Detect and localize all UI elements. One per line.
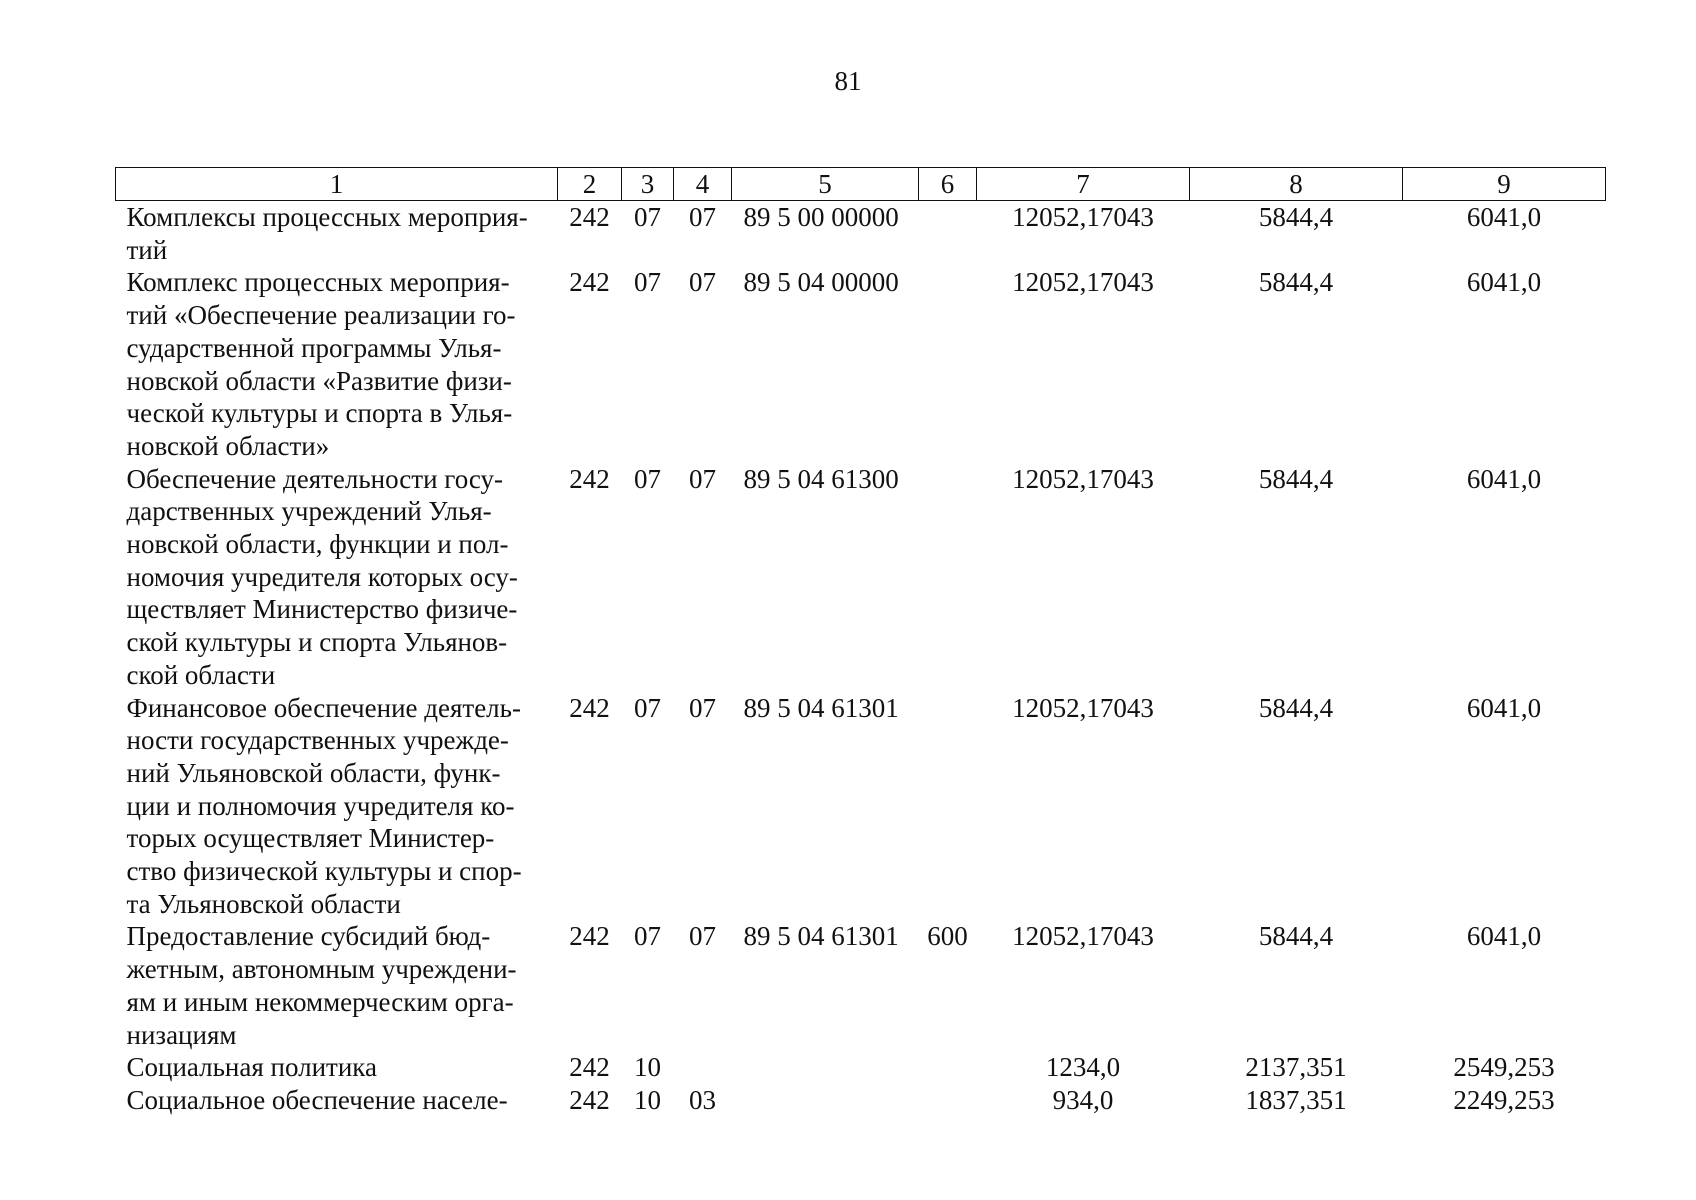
cell-c4: 07 bbox=[689, 692, 716, 723]
cell-c9: 6041,0 bbox=[1466, 692, 1542, 723]
cell-c2: 242 bbox=[569, 202, 610, 232]
cell-c3: 10 bbox=[634, 1052, 661, 1083]
cell-c7: 934,0 bbox=[1052, 1084, 1114, 1115]
table-row bbox=[116, 1084, 1606, 1117]
row-name-line: сударственной программы Улья- bbox=[126, 332, 502, 363]
row-name-line: новской области «Развитие физи- bbox=[126, 365, 512, 396]
cell-c4: 07 bbox=[689, 921, 716, 952]
cell-c7: 12052,17043 bbox=[1012, 692, 1154, 723]
cell-c6 bbox=[919, 266, 977, 462]
cell-c4: 03 bbox=[689, 1084, 716, 1115]
cell-c2: 242 bbox=[569, 463, 610, 494]
row-name-line: торых осуществляет Министер- bbox=[126, 823, 495, 854]
cell-c5 bbox=[732, 1084, 919, 1117]
cell-c3: 10 bbox=[634, 1084, 661, 1115]
row-name-line: ществляет Министерство физиче- bbox=[126, 594, 518, 625]
page-number: 81 bbox=[834, 66, 862, 96]
cell-c7: 12052,17043 bbox=[1012, 267, 1154, 298]
table-row bbox=[116, 692, 1606, 921]
table-row bbox=[116, 920, 1606, 1051]
column-header: 8 bbox=[1190, 168, 1403, 201]
cell-c4: 07 bbox=[689, 267, 716, 298]
cell-c6 bbox=[919, 463, 977, 692]
cell-c9: 6041,0 bbox=[1466, 463, 1542, 494]
cell-c8: 5844,4 bbox=[1258, 692, 1334, 723]
row-name bbox=[116, 266, 558, 462]
cell-c9: 2249,253 bbox=[1453, 1084, 1555, 1115]
cell-c8: 5844,4 bbox=[1258, 921, 1334, 952]
row-name-line: номочия учредителя которых осу- bbox=[126, 561, 518, 592]
table-header-row bbox=[116, 168, 1606, 201]
row-name bbox=[116, 1051, 558, 1084]
cell-c7: 12052,17043 bbox=[1012, 202, 1154, 232]
column-header: 7 bbox=[977, 168, 1190, 201]
cell-c6 bbox=[919, 1051, 977, 1084]
column-header: 6 bbox=[919, 168, 977, 201]
budget-table bbox=[115, 167, 1606, 1117]
cell-c8: 1837,351 bbox=[1245, 1084, 1347, 1115]
row-name bbox=[116, 1084, 558, 1117]
row-name-line: та Ульяновской области bbox=[126, 888, 401, 919]
cell-c3: 07 bbox=[634, 921, 661, 952]
cell-c9: 6041,0 bbox=[1466, 921, 1542, 952]
cell-c9: 2549,253 bbox=[1453, 1052, 1555, 1083]
cell-c2: 242 bbox=[569, 267, 610, 298]
row-name-line: ческой культуры и спорта в Улья- bbox=[126, 398, 513, 429]
row-name-line: ство физической культуры и спор- bbox=[126, 856, 522, 887]
row-name-line: ности государственных учрежде- bbox=[126, 725, 509, 756]
cell-c5: 89 5 04 61300 bbox=[743, 463, 899, 494]
cell-c7: 12052,17043 bbox=[1012, 921, 1154, 952]
table-row bbox=[116, 266, 1606, 462]
row-name-line: дарственных учреждений Улья- bbox=[126, 496, 492, 527]
row-name-line: Комплексы процессных мероприя- bbox=[126, 202, 528, 232]
column-header: 3 bbox=[622, 168, 674, 201]
row-name-line: ям и иным некоммерческим орга- bbox=[126, 986, 514, 1017]
row-name bbox=[116, 692, 558, 921]
row-name-line: ской культуры и спорта Ульянов- bbox=[126, 627, 508, 658]
cell-c9: 6041,0 bbox=[1466, 267, 1542, 298]
cell-c5 bbox=[732, 1051, 919, 1084]
cell-c5: 89 5 04 61301 bbox=[743, 692, 899, 723]
cell-c2: 242 bbox=[569, 1052, 610, 1083]
cell-c8: 2137,351 bbox=[1245, 1052, 1347, 1083]
cell-c8: 5844,4 bbox=[1258, 267, 1334, 298]
cell-c5: 89 5 04 61301 bbox=[743, 921, 899, 952]
row-name-line: ний Ульяновской области, функ- bbox=[126, 757, 501, 788]
row-name-line: Финансовое обеспечение деятель- bbox=[126, 692, 521, 723]
row-name bbox=[116, 463, 558, 692]
row-name bbox=[116, 201, 558, 267]
column-header: 2 bbox=[558, 168, 622, 201]
cell-c6 bbox=[919, 1084, 977, 1117]
row-name-line: ции и полномочия учредителя ко- bbox=[126, 790, 515, 821]
cell-c7: 1234,0 bbox=[1045, 1052, 1121, 1083]
row-name-line: Социальная политика bbox=[126, 1052, 377, 1083]
row-name-line: Обеспечение деятельности госу- bbox=[126, 463, 503, 494]
row-name-line: Социальное обеспечение населе- bbox=[126, 1084, 508, 1115]
cell-c8: 5844,4 bbox=[1258, 202, 1334, 232]
table-row bbox=[116, 463, 1606, 692]
cell-c5: 89 5 00 00000 bbox=[743, 202, 899, 232]
row-name-line: тий «Обеспечение реализации го- bbox=[126, 300, 516, 331]
row-name bbox=[116, 920, 558, 1051]
cell-c4 bbox=[674, 1051, 732, 1084]
row-name-line: низациям bbox=[126, 1019, 237, 1050]
cell-c6 bbox=[919, 201, 977, 267]
cell-c8: 5844,4 bbox=[1258, 463, 1334, 494]
column-header: 5 bbox=[732, 168, 919, 201]
column-header: 9 bbox=[1403, 168, 1606, 201]
cell-c2: 242 bbox=[569, 921, 610, 952]
row-name-line: ской области bbox=[126, 659, 276, 690]
column-header: 1 bbox=[116, 168, 558, 201]
cell-c3: 07 bbox=[634, 463, 661, 494]
cell-c2: 242 bbox=[569, 1084, 610, 1115]
cell-c3: 07 bbox=[634, 202, 661, 232]
table-row bbox=[116, 201, 1606, 267]
row-name-line: тий bbox=[126, 234, 168, 265]
cell-c4: 07 bbox=[689, 463, 716, 494]
table-row bbox=[116, 1051, 1606, 1084]
cell-c2: 242 bbox=[569, 692, 610, 723]
row-name-line: Предоставление субсидий бюд- bbox=[126, 921, 491, 952]
cell-c3: 07 bbox=[634, 692, 661, 723]
cell-c5: 89 5 04 00000 bbox=[743, 267, 899, 298]
row-name-line: жетным, автономным учреждени- bbox=[126, 954, 517, 985]
column-header: 4 bbox=[674, 168, 732, 201]
cell-c7: 12052,17043 bbox=[1012, 463, 1154, 494]
cell-c4: 07 bbox=[689, 202, 716, 232]
cell-c9: 6041,0 bbox=[1466, 202, 1542, 232]
cell-c6: 600 bbox=[927, 921, 968, 952]
row-name-line: Комплекс процессных мероприя- bbox=[126, 267, 510, 298]
cell-c6 bbox=[919, 692, 977, 921]
row-name-line: новской области» bbox=[126, 430, 330, 461]
row-name-line: новской области, функции и пол- bbox=[126, 529, 509, 560]
cell-c3: 07 bbox=[634, 267, 661, 298]
